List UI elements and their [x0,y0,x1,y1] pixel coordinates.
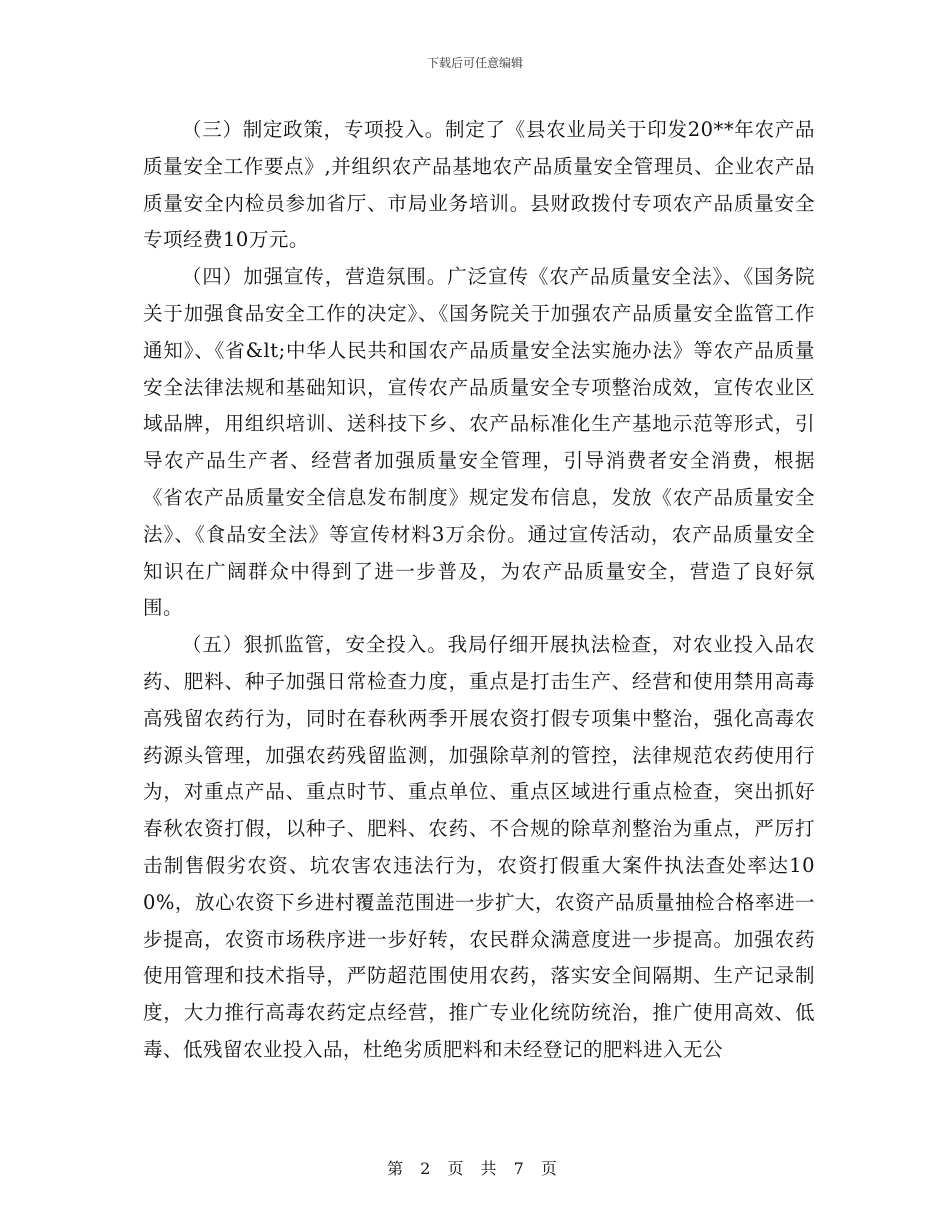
paragraph-publicity: （四）加强宣传，营造氛围。广泛宣传《农产品质量安全法》、《国务院关于加强食品安全工作的决定》、《国务院关于加强农产品质量安全监管工作通知》、《省&lt;中华人民共和国农产品质量安全法实施办法》等农产品质量安全法律法规和基础知识，宣传农产品质量安全专项整治成效，宣传农业区域品牌，用组织培训、送科技下乡、农产品标准化生产基地示范等形式，引导农产品生产者、经营者加强质量安全管理，引导消费者安全消费，根据《省农产品质量安全信息发布制度》规定发布信息，发放《农产品质量安全法》、《食品安全法》等宣传材料3万余份。通过宣传活动，农产品质量安全知识在广阔群众中得到了进一步普及，为农产品质量安全，营造了良好氛围。 [143,265,815,620]
paragraph-supervision: （五）狠抓监管，安全投入。我局仔细开展执法检查，对农业投入品农药、肥料、种子加强日常检查力度，重点是打击生产、经营和使用禁用高毒高残留农药行为，同时在春秋两季开展农资打假专项集中整治，强化高毒农药源头管理，加强农药残留监测，加强除草剂的管控，法律规范农药使用行为，对重点产品、重点时节、重点单位、重点区域进行重点检查，突出抓好春秋农资打假，以种子、肥料、农药、不合规的除草剂整治为重点，严厉打击制售假劣农资、坑农害农违法行为，农资打假重大案件执法查处率达100%，放心农资下乡进村覆盖范围进一步扩大，农资产品质量抽检合格率进一步提高，农资市场秩序进一步好转，农民群众满意度进一步提高。加强农药使用管理和技术指导，严防超范围使用农药，落实安全间隔期、生产记录制度，大力推行高毒农药定点经营，推广专业化统防统治，推广使用高效、低毒、低残留农业投入品，杜绝劣质肥料和未经登记的肥料进入无公 [143,633,815,1061]
document-body [143,112,815,1069]
paragraph-policy-investment: （三）制定政策，专项投入。制定了《县农业局关于印发20**年农产品质量安全工作要点》,并组织农产品基地农产品质量安全管理员、企业农产品质量安全内检员参加省厅、市局业务培训。县财政拨付专项农产品质量安全专项经费10万元。 [143,118,815,252]
header-note: 下载后可任意编辑 [426,56,523,70]
page-number-footer: 第 2 页 共 7 页 [387,1159,563,1178]
